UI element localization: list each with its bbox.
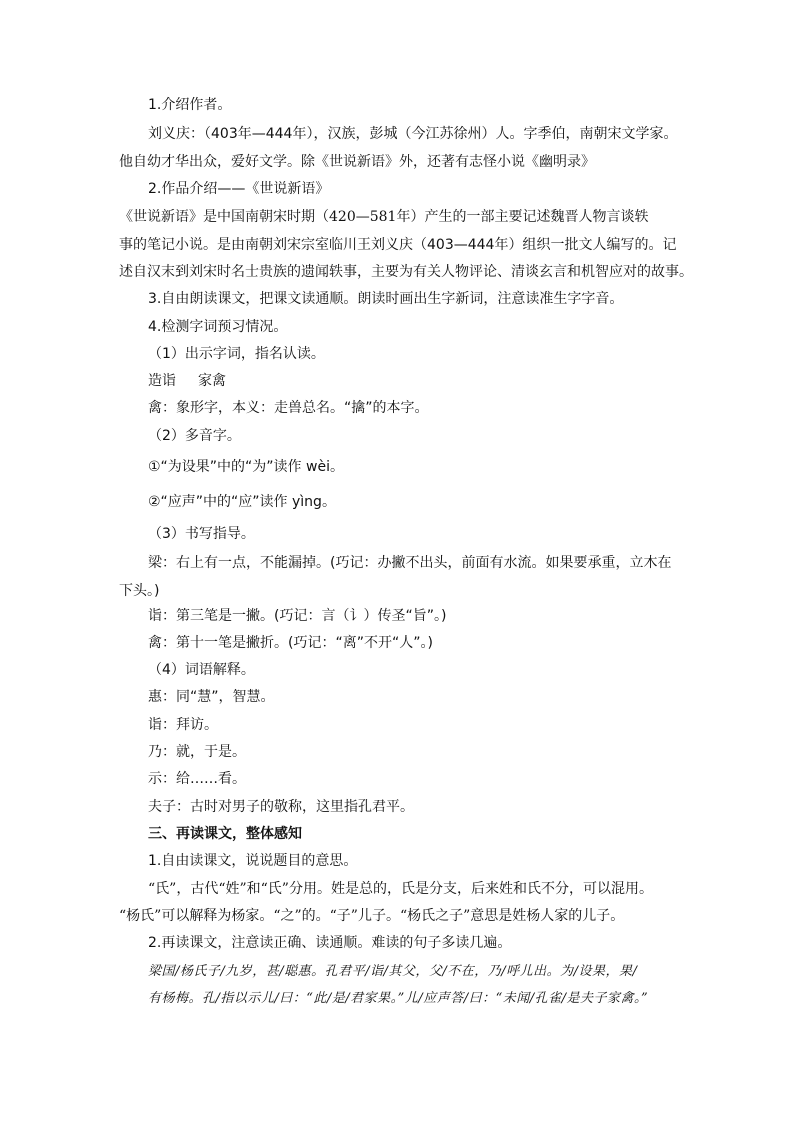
- classical-text-line: 梁国/杨氏子/九岁，甚/聪惠。孔君平/诣/其父，父/不在，乃/呼儿出。为/设果，果/: [148, 964, 638, 979]
- vocab-word: 造诣: [148, 373, 176, 389]
- paragraph-line: “氏”，古代“姓”和“氏”分用。姓是总的，氏是分支，后来姓和氏不分，可以混用。: [148, 881, 653, 897]
- definition-line: 惠：同“慧”，智慧。: [148, 689, 275, 705]
- paragraph-line: 述自汉末到刘宋时名士贵族的遗闻轶事，主要为有关人物评论、清谈玄言和机智应对的故事。: [119, 264, 693, 280]
- step-read-aloud: 3.自由朗读课文，把课文读通顺。朗读时画出生字新词，注意读准生字字音。: [148, 291, 624, 307]
- paragraph-line: 禽：象形字，本义：走兽总名。“擒”的本字。: [148, 400, 429, 416]
- step-check-words: 4.检测字词预习情况。: [148, 319, 288, 335]
- subheading-writing: （3）书写指导。: [148, 526, 255, 542]
- definition-line: 乃：就，于是。: [148, 744, 246, 760]
- subheading-polyphone: （2）多音字。: [148, 428, 241, 444]
- paragraph-line: 梁：右上有一点，不能漏掉。(巧记：办撇不出头，前面有水流。如果要承重，立木在: [148, 555, 672, 571]
- vocab-word: 家禽: [198, 373, 226, 389]
- step-free-reading: 1.自由读课文，说说题目的意思。: [148, 853, 358, 869]
- paragraph-line: 诣：第三笔是一撇。(巧记：言（讠）传圣“旨”。): [148, 608, 447, 624]
- section-heading: 三、再读课文，整体感知: [148, 826, 302, 842]
- heading-author: 1.介绍作者。: [148, 97, 232, 113]
- step-reread: 2.再读课文，注意读正确、读通顺。难读的句子多读几遍。: [148, 935, 512, 951]
- polyphone-item: ②“应声”中的“应”读作 yìng。: [148, 494, 336, 510]
- definition-line: 示：给……看。: [148, 771, 246, 787]
- definition-line: 夫子：古时对男子的敬称，这里指孔君平。: [148, 799, 414, 815]
- paragraph-line: 禽：第十一笔是撇折。(巧记：“离”不开“人”。): [148, 635, 433, 651]
- paragraph-line: 他自幼才华出众，爱好文学。除《世说新语》外，还著有志怪小说《幽明录》: [119, 154, 595, 170]
- polyphone-item: ①“为设果”中的“为”读作 wèi。: [148, 459, 344, 475]
- paragraph-line: “杨氏”可以解释为杨家。“之”的。“子”儿子。“杨氏之子”意思是姓杨人家的儿子。: [119, 908, 625, 924]
- classical-text-line: 有杨梅。孔/指以示儿/曰：“此/是/君家果。”儿/应声答/曰：“未闻/孔雀/是夫子家禽。”: [148, 991, 649, 1006]
- subheading-explanation: （4）词语解释。: [148, 662, 255, 678]
- paragraph-line: 《世说新语》是中国南朝宋时期（420—581年）产生的一部主要记述魏晋人物言谈轶: [119, 209, 649, 225]
- vocab-row: [148, 372, 226, 390]
- paragraph-line: 事的笔记小说。是由南朝刘宋宗室临川王刘义庆（403—444年）组织一批文人编写的。记: [119, 237, 677, 253]
- subheading-show-words: （1）出示字词，指名认读。: [148, 346, 325, 362]
- paragraph-line: 刘义庆：（403年—444年），汉族，彭城（今江苏徐州）人。字季伯，南朝宋文学家。: [148, 126, 678, 142]
- heading-work: 2.作品介绍——《世说新语》: [148, 181, 330, 197]
- definition-line: 诣：拜访。: [148, 717, 218, 733]
- paragraph-line: 下头。): [119, 583, 160, 599]
